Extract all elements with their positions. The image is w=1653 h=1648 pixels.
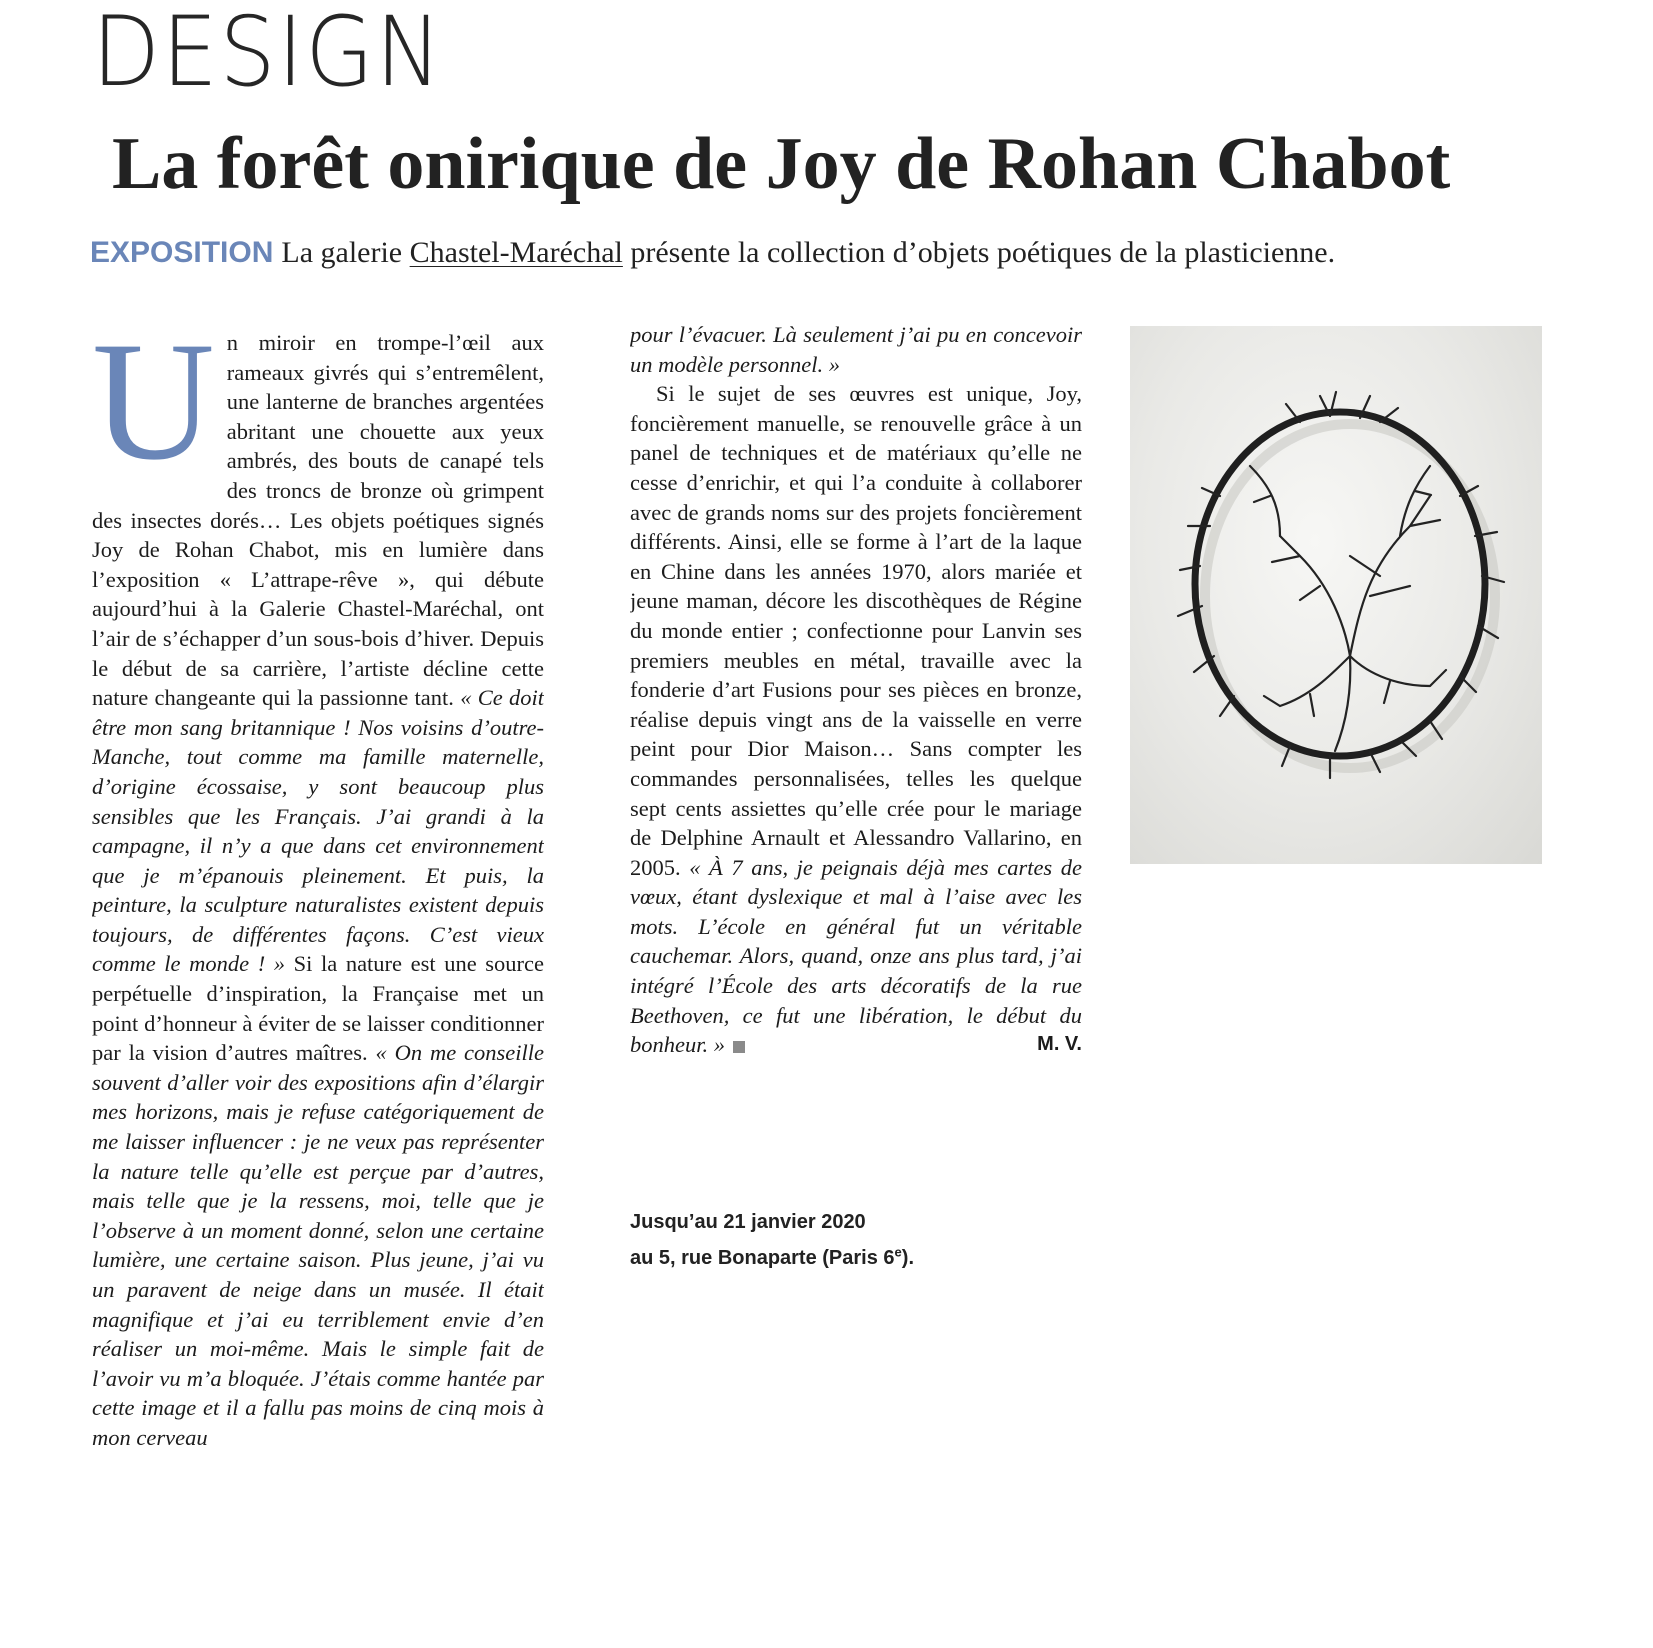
column1-text-tail: Si la nature est une source perpétuelle d’inspiration, la Française met un point d’honneur à éviter de se laisser conditionner par la vision d’autres maîtres. <box>92 951 544 1066</box>
column1-paragraph <box>92 328 544 1453</box>
article-headline: La forêt onirique de Joy de Rohan Chabot <box>112 123 1451 205</box>
article-column-2 <box>630 320 1082 1250</box>
column1-quote-1: « Ce doit être mon sang britannique ! Nos voisins d’outre-Manche, tout comme ma famille maternelle, d’origine écossaise, y sont beaucoup plus sensibles que les Français. J’ai grandi à la campagne, il n’y a que dans cet environnement que je m’épanouis pleinement. Et puis, la peinture, la sculpture naturalistes existent depuis toujours, de différentes façons. C’est vieux comme le monde ! » <box>92 685 544 977</box>
column2-quote-continued <box>630 320 1082 379</box>
exhibition-dates: Jusqu’au 21 janvier 2020 <box>630 1211 866 1233</box>
section-rubric: DESIGN <box>92 0 444 108</box>
column2-text: Si le sujet de ses œuvres est unique, Joy, foncièrement manuelle, se renouvelle grâce à un panel de techniques et de matériaux qu’elle ne cesse d’enrichir, et qui l’a conduite à collaborer avec de grands noms sur des projets foncièrement différents. Ainsi, elle se forme à l’art de la laque en Chine dans les années 1970, alors mariée et jeune maman, décore les discothèques de Régine du monde entier ; confectionne pour Lanvin ses premiers meubles en métal, travaille avec la fonderie d’art Fusions pour ses pièces en bronze, réalise depuis vingt ans de la vaisselle en verre peint pour Dior Maison… Sans compter les commandes personnalisées, telles les quelque sept cents assiettes qu’elle crée pour le mariage de Delphine Arnault et Alessandro Vallarino, en 2005. <box>630 381 1082 880</box>
column2-quote-0: pour l’évacuer. Là seulement j’ai pu en concevoir un modèle personnel. » <box>630 322 1082 377</box>
exhibition-info <box>630 1208 1082 1273</box>
branch-mirror-sculpture-icon <box>1130 326 1542 864</box>
deck-text-after: présente la collection d’objets poétiques de la plasticienne. <box>622 236 1336 269</box>
column1-quote-2: « On me conseille souvent d’aller voir des expositions afin d’élargir mes horizons, mais je refuse catégoriquement de me laisser influencer : je ne veux pas représenter la nature telle qu’elle est perçue par d’autres, mais telle que je la ressens, moi, telle que je l’observe à un moment donné, selon une certaine lumière, une certaine saison. Plus jeune, j’ai vu un paravent de neige dans un musée. Il était magnifique et j’ai eu terriblement envie d’en réaliser un moi-même. Mais le simple fait de l’avoir vu m’a bloquée. J’étais comme hantée par cette image et il a fallu pas moins de cinq mois à mon cerveau <box>92 1040 544 1450</box>
gallery-name: Chastel-Maréchal <box>409 236 623 269</box>
author-signature: M. V. <box>1037 1033 1082 1056</box>
column2-quote-1: « À 7 ans, je peignais déjà mes cartes de vœux, étant dyslexique et mal à l’aise avec les mots. L’école en général fut un véritable cauchemar. Alors, quand, onze ans plus tard, j’ai intégré l’École des arts décoratifs de la rue Beethoven, ce fut une libération, le début du bonheur. » <box>630 854 1082 1058</box>
deck-text-before: La galerie <box>281 236 410 269</box>
exhibition-address: au 5, rue Bonaparte (Paris 6e). <box>630 1244 914 1269</box>
drop-cap: U <box>92 328 215 495</box>
column2-paragraph <box>630 379 1082 1060</box>
column1-text-intro: n miroir en trompe-l’œil aux rameaux givrés qui s’entremêlent, une lanterne de branches argentées abritant une chouette aux yeux ambrés, des bouts de canapé tels des troncs de bronze où grimpent des insectes dorés… Les objets poétiques signés Joy de Rohan Chabot, mis en lumière dans l’exposition « L’attrape-rêve », qui débute aujourd’hui à la Galerie Chastel-Maréchal, ont l’air de s’échapper d’un sous-bois d’hiver. Depuis le début de sa carrière, l’artiste décline cette nature changeante qui la passionne tant. <box>92 330 544 711</box>
article-deck <box>90 236 1630 269</box>
artwork-photo <box>1130 326 1542 864</box>
deck-kicker: EXPOSITION <box>90 236 274 269</box>
end-mark-icon <box>733 1041 745 1053</box>
article-column-1 <box>92 328 544 1638</box>
